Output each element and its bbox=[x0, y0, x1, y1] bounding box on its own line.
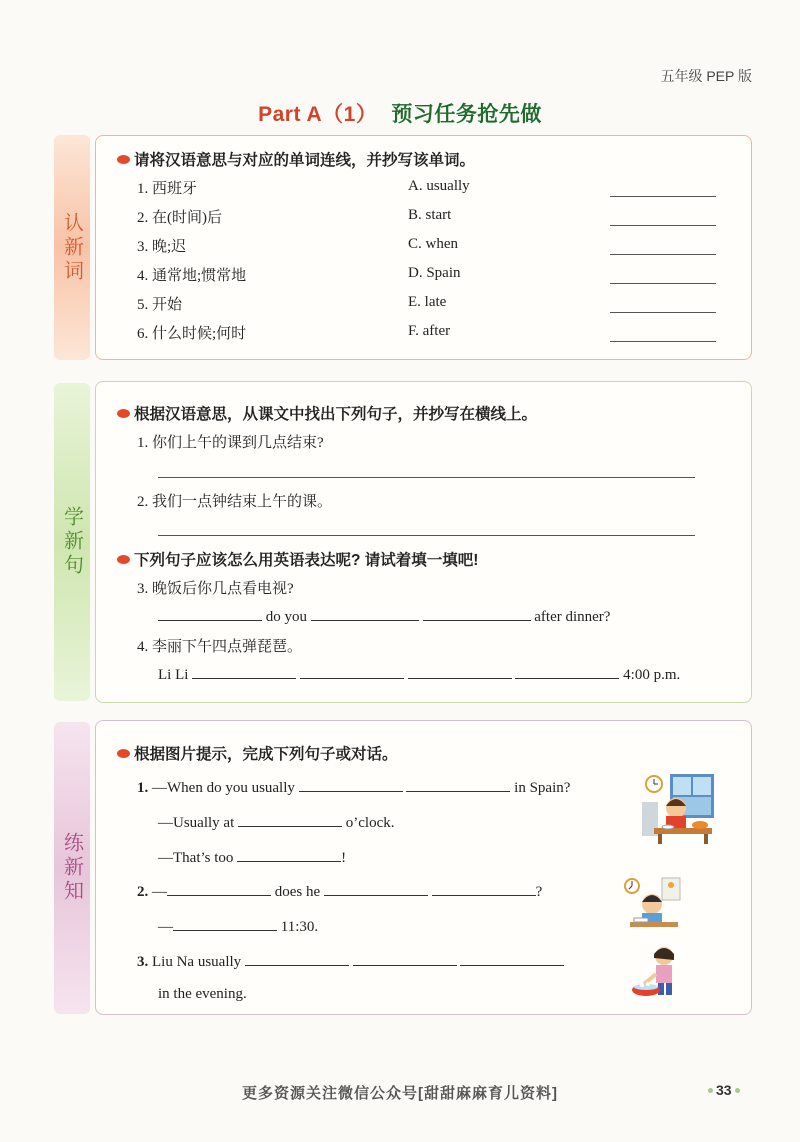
answer-line[interactable] bbox=[158, 535, 695, 536]
section-tab-label: 认新词 bbox=[60, 211, 83, 284]
answer-blank[interactable] bbox=[610, 341, 716, 342]
bullet-icon bbox=[117, 409, 130, 418]
practice-line bbox=[158, 916, 318, 936]
answer-blank[interactable] bbox=[167, 881, 271, 896]
vocab-cn-item: 5. 开始 bbox=[137, 297, 183, 313]
answer-blank[interactable] bbox=[324, 881, 428, 896]
sentence-question: 2. 我们一点钟结束上午的课。 bbox=[137, 494, 333, 510]
vocab-cn-item: 3. 晚;迟 bbox=[137, 239, 187, 255]
vocab-cn-item: 6. 什么时候;何时 bbox=[137, 326, 247, 342]
vocab-en-item: B. start bbox=[408, 207, 452, 223]
sentence-text: Liu Na usually bbox=[152, 954, 242, 970]
sentence-question: 3. 晚饭后你几点看电视? bbox=[137, 581, 294, 597]
answer-blank[interactable] bbox=[610, 312, 716, 313]
bullet-icon bbox=[117, 555, 130, 564]
section-tab-label: 学新句 bbox=[60, 506, 83, 578]
page-number: 33 bbox=[705, 1082, 743, 1098]
vocab-en-item: E. late bbox=[408, 294, 447, 310]
practice-instruction: 根据图片提示，完成下列句子或对话。 bbox=[117, 742, 398, 764]
section-tab-vocab bbox=[54, 135, 90, 360]
fill-sentence bbox=[158, 664, 680, 684]
boy-desk-picture bbox=[622, 876, 682, 934]
sentence-text: —Usually at bbox=[158, 815, 235, 831]
vocab-cn-item: 2. 在(时间)后 bbox=[137, 210, 222, 226]
sentence-text: —When do you usually bbox=[152, 780, 295, 796]
answer-blank[interactable] bbox=[245, 951, 349, 966]
section-tab-label: 练新知 bbox=[60, 832, 83, 904]
answer-blank[interactable] bbox=[515, 664, 619, 679]
answer-blank[interactable] bbox=[300, 664, 404, 679]
footer-text: 更多资源关注微信公众号[甜甜麻麻育儿资料] bbox=[242, 1085, 558, 1102]
vocab-en-item: C. when bbox=[408, 236, 458, 252]
answer-blank[interactable] bbox=[311, 606, 419, 621]
dot-icon bbox=[708, 1088, 713, 1093]
sentence-text: — bbox=[152, 884, 167, 900]
sentence-text: ? bbox=[535, 884, 543, 900]
answer-blank[interactable] bbox=[423, 606, 531, 621]
answer-blank[interactable] bbox=[460, 951, 564, 966]
page-title bbox=[0, 98, 800, 128]
answer-blank[interactable] bbox=[610, 254, 716, 255]
sentence-text: 11:30. bbox=[280, 919, 319, 935]
answer-blank[interactable] bbox=[610, 196, 716, 197]
section-tab-sentences bbox=[54, 383, 90, 701]
bullet-icon bbox=[117, 155, 130, 164]
sentence-question: 1. 你们上午的课到几点结束? bbox=[137, 435, 324, 451]
answer-blank[interactable] bbox=[238, 812, 342, 827]
sentences-instruction: 根据汉语意思，从课文中找出下列句子，并抄写在横线上。 bbox=[117, 402, 537, 424]
practice-line: in the evening. bbox=[158, 986, 247, 1002]
answer-blank[interactable] bbox=[610, 283, 716, 284]
sentence-text: after dinner? bbox=[534, 609, 611, 625]
sentence-text: does he bbox=[274, 884, 321, 900]
practice-line bbox=[137, 951, 564, 971]
answer-blank[interactable] bbox=[432, 881, 536, 896]
answer-blank[interactable] bbox=[406, 777, 510, 792]
sentence-text: do you bbox=[265, 609, 307, 625]
practice-line bbox=[137, 881, 542, 901]
answer-blank[interactable] bbox=[237, 847, 341, 862]
answer-blank[interactable] bbox=[353, 951, 457, 966]
item-number: 1. bbox=[137, 780, 149, 796]
section-tab-practice bbox=[54, 722, 90, 1014]
vocab-cn-item: 1. 西班牙 bbox=[137, 181, 198, 197]
sentence-text: 4:00 p.m. bbox=[623, 667, 681, 683]
sentence-question: 4. 李丽下午四点弹琵琶。 bbox=[137, 639, 303, 655]
answer-blank[interactable] bbox=[158, 606, 262, 621]
sentence-text: —That’s too bbox=[158, 850, 234, 866]
vocab-en-item: A. usually bbox=[408, 178, 470, 194]
fill-sentence bbox=[158, 606, 610, 626]
part-label: Part A（1） bbox=[258, 103, 378, 126]
vocab-en-item: D. Spain bbox=[408, 265, 461, 281]
dot-icon bbox=[735, 1088, 740, 1093]
vocab-cn-item: 4. 通常地;惯常地 bbox=[137, 268, 247, 284]
answer-blank[interactable] bbox=[610, 225, 716, 226]
practice-line bbox=[158, 847, 346, 867]
sentence-text: — bbox=[158, 919, 173, 935]
answer-blank[interactable] bbox=[192, 664, 296, 679]
practice-line bbox=[137, 777, 570, 797]
item-number: 2. bbox=[137, 884, 149, 900]
sentence-text: Li Li bbox=[158, 667, 189, 683]
practice-line bbox=[158, 812, 394, 832]
sentence-text: ! bbox=[341, 850, 347, 866]
answer-line[interactable] bbox=[158, 477, 695, 478]
task-label: 预习任务抢先做 bbox=[391, 103, 542, 126]
item-number: 3. bbox=[137, 954, 149, 970]
sentence-text: o’clock. bbox=[345, 815, 395, 831]
girl-washing-picture bbox=[630, 944, 682, 1002]
bullet-icon bbox=[117, 749, 130, 758]
sentence-text: in Spain? bbox=[514, 780, 571, 796]
answer-blank[interactable] bbox=[299, 777, 403, 792]
grade-label: 五年级 PEP 版 bbox=[660, 68, 752, 84]
answer-blank[interactable] bbox=[173, 916, 277, 931]
vocab-en-item: F. after bbox=[408, 323, 451, 339]
vocab-instruction: 请将汉语意思与对应的单词连线，并抄写该单词。 bbox=[117, 148, 475, 170]
boy-eating-picture bbox=[640, 772, 716, 844]
sentences-instruction-2: 下列句子应该怎么用英语表达呢? 请试着填一填吧! bbox=[117, 548, 478, 570]
answer-blank[interactable] bbox=[408, 664, 512, 679]
